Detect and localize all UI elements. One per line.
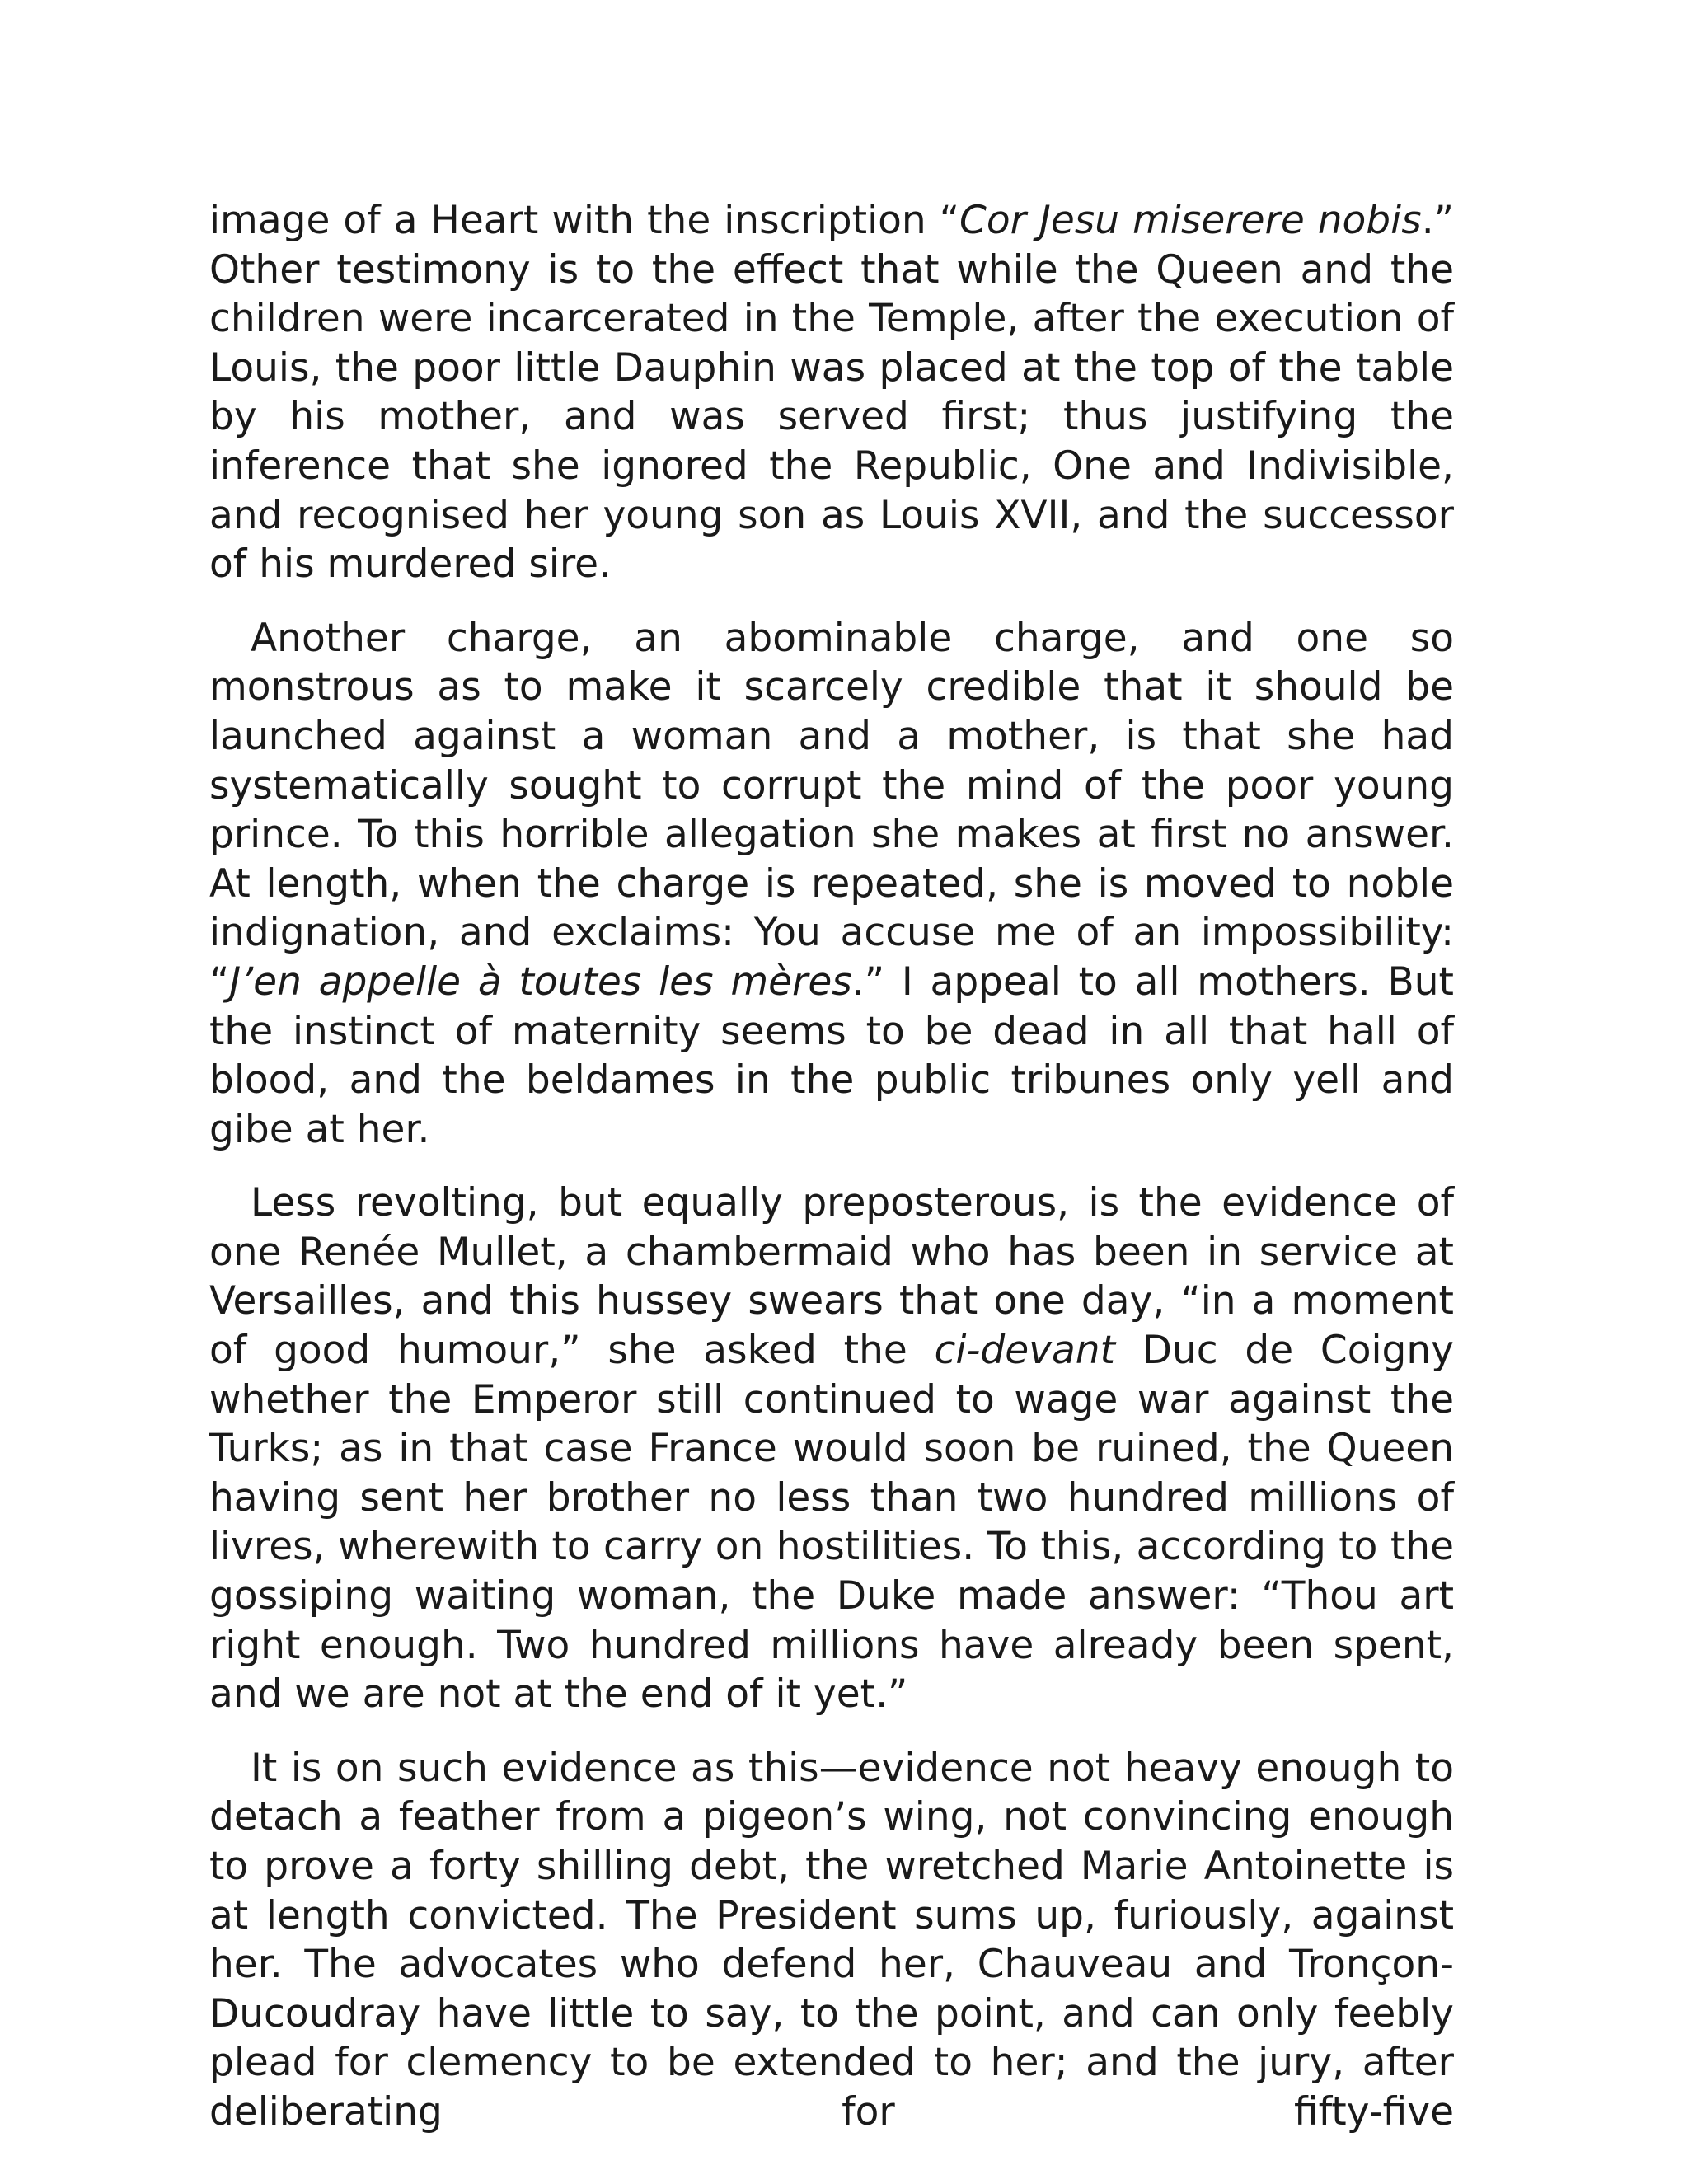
book-page-text [209,196,1454,2137]
paragraph-4 [209,1744,1454,2137]
italic-french-quote: J’en appelle à toutes les mères [229,958,852,1005]
text-run: image of a Heart with the inscription “ [209,198,960,243]
paragraph-3 [209,1179,1454,1719]
text-run: It is on such evidence as this—evidence not heavy enough to detach a feather from a pigeon’s wing, not convincing enough to prove a forty shilling debt, the wretched Marie Antoinette is at length convicted. The President sums up, furiously, against her. The advocates who defend her, Chauveau and Tronçon-Ducoudray have little to say, to the point, and can only feebly plead for clemency to be extended to her; and the jury, after deliberating for fifty-five [209,1745,1454,2135]
paragraph-2 [209,614,1454,1155]
text-run: .” I appeal to all mothers. But the instinct of maternity seems to be dead in all that hall of blood, and the beldames in the public tribunes only yell and gibe at her. [209,958,1454,1152]
text-run: Less revolting, but equally preposterous, is the evidence of one Renée Mullet, a chambermaid who has been in service at Versailles, and this hussey swears that one day, “in a moment of good humour,” she asked the [209,1180,1454,1374]
italic-ci-devant: ci-devant [934,1328,1116,1374]
paragraph-1 [209,196,1454,589]
text-run: Duc de Coigny whether the Emperor still continued to wage war against the Turks; as in that case France would soon be ruined, the Queen having sent her brother no less than two hundred millions of livres, wherewith to carry on hostilities. To this, according to the gossiping waiting woman, the Duke made answer: “Thou art right enough. Two hundred millions have already been spent, and we are not at the end of it yet.” [209,1328,1454,1718]
text-run: .” Other testimony is to the effect that while the Queen and the children were incarcerated in the Temple, after the execution of Louis, the poor little Dauphin was placed at the top of the table by his mother, and was served first; thus justifying the inference that she ignored the Republic, One and Indivisible, and recognised her young son as Louis XVII, and the successor of his murdered sire. [209,198,1454,588]
italic-latin-inscription: Cor Jesu miserere nobis [959,198,1422,243]
text-run: Another charge, an abominable charge, and one so monstrous as to make it scarcely credible that it should be launched against a woman and a mother, is that she had systematically sought to corrupt the mind of the poor young prince. To this horrible allegation she makes at first no answer. At length, when the charge is repeated, she is moved to noble indignation, and exclaims: You accuse me of an impossibility: “ [209,615,1454,1005]
